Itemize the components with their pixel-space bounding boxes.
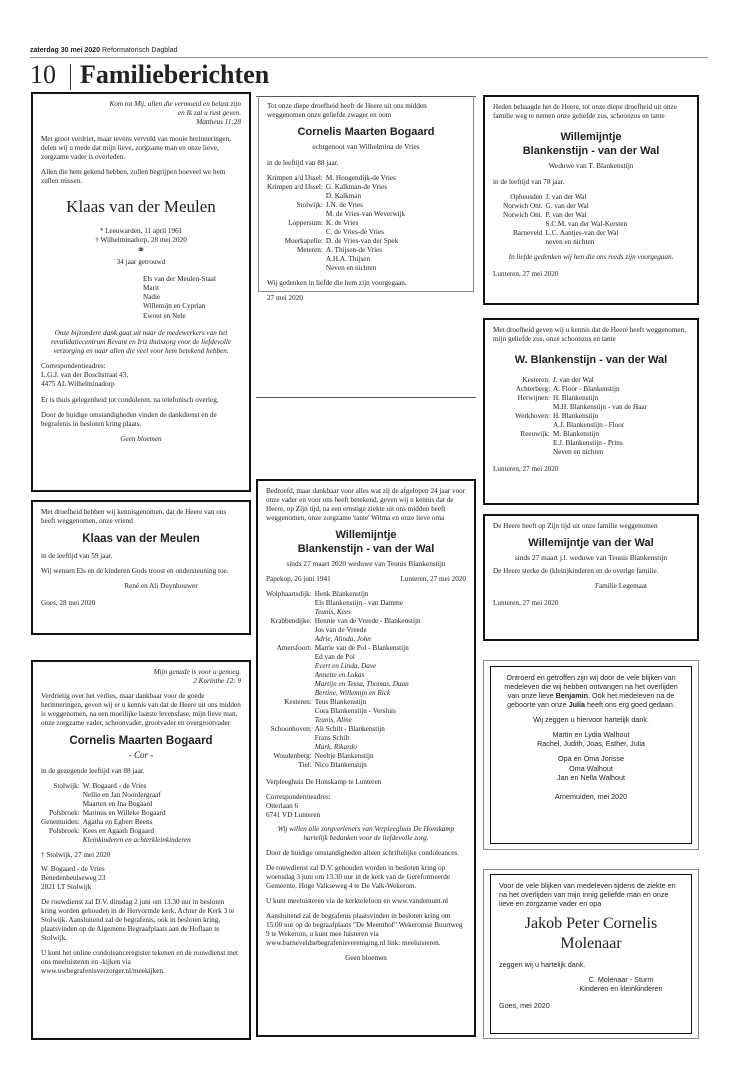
header-divider — [70, 64, 71, 90]
family-names: Bertine, Willemijn en Rick — [314, 688, 391, 697]
family-location — [515, 403, 553, 412]
family-location — [515, 439, 553, 448]
child-name: Julia — [568, 700, 585, 709]
announcement-text: Bedroefd, maar dankbaar voor alles wat zij de afgelopen 24 jaar voor onze vader en voor ons heeft betekend, geven wij u kennis dat de Heere, op Zijn tijd, na een ernstige ziekte uit ons midden heeft weggenomen, onze zorgzame 'tante' Wilma en onze lieve oma — [266, 487, 466, 522]
family-location — [266, 653, 315, 662]
family-member: Marit — [143, 283, 159, 292]
family-row — [41, 809, 191, 818]
family-names: Teunis, Kees — [314, 607, 351, 616]
address-line: 6741 VD Lunteren — [266, 811, 321, 820]
place-date: Arnemuiden, mei 2020 — [554, 792, 628, 802]
family-location — [266, 689, 315, 698]
header-rule — [30, 57, 708, 58]
no-flowers: Geen bloemen — [345, 954, 387, 963]
family-row — [266, 689, 421, 698]
register-text: U kunt het online condoleanceregister tekenen en de rouwdienst met ons meeluisteren en -kijken via www.uwbegrafenisverzorger.nl/meekijken. — [41, 949, 238, 976]
family-row — [266, 590, 421, 599]
deceased-last-name: Blankenstijn - van der Wal — [297, 542, 435, 555]
announcement-text: Verdrietig over het verlies, maar dankbaar voor de goede herinneringen, geven wij er u kennis van dat de Heere uit ons midden is weggenomen, na een moeilijke laatste levensfase, mijn lieve man, onze zorgzame vader, schoonvader, grootvader en overgrootvader — [41, 692, 241, 727]
wedding-rings-icon: ⚭ — [136, 245, 146, 257]
family-location — [266, 716, 315, 725]
family-location: Stolwijk: — [296, 201, 323, 209]
family-location: Loppersum: — [288, 219, 323, 227]
family-row — [41, 818, 191, 827]
place-date: Lunteren, 27 mei 2020 — [493, 464, 559, 473]
family-names: G. van der Wal — [545, 201, 589, 210]
thanks-text: Wij zeggen u hiervoor hartelijk dank. — [533, 715, 649, 724]
obituary-bogaard-inlaws — [258, 96, 474, 302]
family-names: A. Floor - Blankenstijn — [552, 384, 620, 393]
family-table — [503, 193, 627, 247]
family-member: Jan en Nella Walhout — [556, 772, 626, 782]
family-location — [267, 228, 326, 237]
age-text: in de leeftijd van 59 jaar. — [41, 552, 113, 561]
obituary-klaas-friends — [31, 500, 251, 635]
family-row — [266, 734, 421, 743]
correspondence-address — [41, 362, 241, 390]
address-line: Correspondentieadres: — [41, 361, 106, 370]
family-row — [266, 698, 421, 707]
family-row — [41, 827, 191, 836]
birth-place-date: Papekop, 26 juni 1941 — [266, 574, 331, 583]
address-line: W. Bogaard - de Vries — [41, 864, 105, 873]
widow-text: sinds 27 maart j.l. weduwe van Teunis Blankenstijn — [514, 552, 668, 562]
family-names: A. Thijsen-de Vries — [325, 246, 383, 254]
issue-date: zaterdag 30 mei 2020 — [30, 47, 101, 54]
obituary-klaas-van-der-meulen — [31, 92, 251, 492]
family-names: Kleinkinderen en achterkleinkinderen — [82, 835, 191, 844]
deceased-name: Klaas van der Meulen — [82, 533, 200, 545]
funeral-text: Door de huidige omstandigheden vinden de dankdienst en de begrafenis in besloten kring plaats. — [41, 410, 217, 428]
family-names: C. de Vries-de Vries — [325, 228, 384, 236]
place-date: Goes, 28 mei 2020 — [41, 599, 96, 608]
family-names: Teunis, Aline — [314, 715, 352, 724]
family-row — [515, 448, 647, 457]
family-row — [41, 791, 191, 800]
signature: René en Ali Duynhouwer — [124, 582, 198, 591]
thanks-message: Ontroerd en getroffen zijn wij door de vele blijken van medeleven die wij hebben ontvangen na het overlijden van onze lieve Benjamin. Ook het medeleven na de geboorte van onze Julia heeft ons erg goed gedaan. — [504, 673, 678, 709]
service-text: De rouwdienst zal D.V. gehouden worden in besloten kring op woensdag 3 juni om 13.30 uur in de kerk van de Gereformeerde Gemeente, Hoge Valkseweg 4 te De Valk-Wekerom. — [266, 864, 451, 891]
family-location — [267, 264, 326, 273]
family-names: Ali Schilt - Blankenstijn — [314, 724, 385, 733]
family-location — [267, 210, 326, 219]
family-row — [515, 439, 647, 448]
family-location: Krabbendijke: — [270, 616, 312, 625]
family-names: Marrie van de Pol - Blankenstijn — [314, 643, 409, 652]
family-location: Norwich Ont. — [503, 210, 543, 219]
family-row — [41, 800, 191, 809]
family-location — [41, 800, 83, 809]
address-line: Correspondentieadres: — [266, 792, 331, 801]
family-row — [266, 608, 421, 617]
family-names: A.H.A. Thijsen — [325, 255, 371, 263]
family-names: D. Kalkman — [325, 192, 362, 200]
family-location: Krimpen a/d IJssel: — [267, 174, 323, 182]
family-names: Marinus en Willeke Bogaard — [82, 808, 166, 817]
listen-text: U kunt meeluisteren via de kerktelefoon en www.vandemunt.nl — [266, 897, 449, 906]
family-row — [503, 229, 627, 238]
obituary-cornelis-bogaard — [31, 660, 251, 1040]
page-number: 10 — [30, 60, 56, 89]
family-row — [267, 237, 405, 246]
family-names: Henk Blankenstijn — [314, 589, 369, 598]
address-line: L.G.J. van der Boschstraat 43, — [41, 371, 129, 380]
family-names: Cora Blankenstijn - Versluis — [314, 706, 396, 715]
family-row — [515, 421, 647, 430]
family-location: Krimpen a/d IJssel: — [267, 183, 323, 191]
family-location: Moerkapelle: — [284, 237, 323, 245]
thanks-text: Ontroerd en getroffen zijn wij door de vele blijken van medeleven die wij hebben ontvangen na het overlijden van onze lieve — [504, 673, 678, 700]
quote-reference: Mattheus 11:28 — [196, 118, 241, 126]
family-row — [267, 255, 405, 264]
family-row — [266, 635, 421, 644]
family-names: Ed van de Pol — [314, 652, 355, 661]
family-names: Teus Blankenstijn — [314, 697, 367, 706]
bible-quote — [41, 100, 241, 127]
family-names: Adrie, Alinda, John — [314, 634, 371, 643]
family-names: J.N. de Vries — [325, 201, 363, 209]
closing-text: Wij gedenken in liefde die hem zijn voorgegaan. — [267, 279, 407, 287]
obituary-willemijntje-siblings — [483, 95, 699, 305]
family-names: E.J. Blankenstijn - Prins — [552, 438, 623, 447]
family-row — [266, 671, 421, 680]
deceased-first-name: Willemijntje — [560, 131, 622, 143]
family-location: Herwijnen: — [517, 393, 550, 402]
obituary-willemijntje-children — [256, 479, 476, 1037]
circumstances-text: Door de huidige omstandigheden alleen schriftelijke condoleances. — [266, 849, 459, 858]
family-names: M. de Vries-van Weverwijk — [325, 210, 406, 218]
family-row — [266, 653, 421, 662]
signature-line: C. Molenaar - Sturm — [588, 975, 654, 984]
address-line: 4475 AL Wilhelminadorp — [41, 380, 115, 389]
family-location — [515, 448, 553, 457]
family-list — [143, 275, 241, 321]
family-names: Kees en Agaath Bogaard — [82, 826, 154, 835]
family-row — [266, 680, 421, 689]
family-row — [267, 183, 405, 192]
correspondence-address — [266, 793, 466, 821]
signature — [559, 975, 683, 993]
family-member: Els van der Meulen-Staal — [143, 274, 216, 283]
death-place-date: Lunteren, 27 mei 2020 — [400, 574, 466, 583]
family-location: Tiel: — [298, 760, 312, 769]
place-date: Lunteren, 27 mei 2020 — [493, 269, 559, 278]
deceased-first-names: Jakob Peter Cornelis — [524, 915, 658, 932]
family-row — [515, 385, 647, 394]
family-row — [515, 376, 647, 385]
family-row — [503, 238, 627, 247]
service-text: De rouwdienst zal D.V. dinsdag 2 juni om 13.30 uur in besloten kring worden gehouden in de Hervormde kerk, Achter de Kerk 3 te Stolwijk. Aansluitend zal de begrafenis, ook in besloten kring, plaatsvinden op de Algemene Begraafplaats aan de Hoflaan te Stolwijk. — [41, 898, 235, 943]
family-row — [266, 752, 421, 761]
date-text: 27 mei 2020 — [267, 294, 303, 302]
family-location: Genemuiden: — [41, 817, 80, 826]
deceased-name: Willemijntje van der Wal — [528, 537, 654, 549]
family-location: Barneveld — [512, 228, 543, 237]
family-names: J. van der Wal — [545, 192, 587, 201]
quote-line: Mijn genade is voor u genoeg. — [153, 668, 241, 676]
family-location: Werkhoven: — [515, 411, 550, 420]
address-line: Otterlaan 6 — [266, 801, 299, 810]
family-names: Hennie van de Vreede - Blankenstijn — [314, 616, 421, 625]
burial-text: Aansluitend zal de begrafenis plaatsvinden in besloten kring om 15.00 uur op de begraafplaats "De Meenthof" Wekeromse Buurtweg 9 te Wekerom, u kunt mee luisteren via www.barneveldsebegrafenisvereniging.nl link: meeluisteren. — [266, 912, 463, 948]
family-names: Maarten en Ina Bogaard — [82, 799, 153, 808]
family-row — [515, 403, 647, 412]
family-row — [267, 219, 405, 228]
correspondence-address — [41, 865, 241, 893]
announcement-text: De Heere heeft op Zijn tijd uit onze familie weggenomen — [493, 522, 658, 530]
family-row — [266, 761, 421, 770]
family-row — [266, 662, 421, 671]
family-names: Neven en nichten — [552, 447, 604, 456]
address-line: Benedenheulseweg 23 — [41, 873, 106, 882]
family-member: Rachel, Judith, Joas, Esther, Julia — [537, 739, 645, 749]
family-row — [515, 412, 647, 421]
age-text: in de leeftijd van 88 jaar. — [267, 159, 339, 167]
announcement-text: Allen die hem gekend hebben, zullen begrijpen hoeveel we hem zullen missen. — [41, 168, 226, 185]
condolence-text: Er is thuis gelegenheid tot condoleren, na telefonisch overleg. — [41, 395, 219, 404]
family-names: neven en nichten — [545, 237, 595, 246]
family-names: M.H. Blankenstijn - van de Haar — [552, 402, 647, 411]
family-location: Schoonhoven: — [270, 724, 312, 733]
family-names: L.C. Aantjes-van der Wal — [545, 228, 619, 237]
family-location — [266, 599, 315, 608]
deceased-name: Klaas van der Meulen — [66, 197, 216, 216]
family-names: Mark, Rikardo — [314, 742, 357, 751]
family-location — [503, 220, 546, 229]
family-names: Jos van de Vreede — [314, 625, 367, 634]
family-member: Opa en Oma Jorisse — [558, 754, 624, 764]
family-location: Kesteren: — [284, 697, 312, 706]
family-location — [266, 707, 315, 716]
family-row — [267, 174, 405, 183]
family-row — [503, 220, 627, 229]
family-names: Annette en Lukas — [314, 670, 365, 679]
family-member: Oma Walhout — [569, 763, 613, 773]
announcement-text: Tot onze diepe droefheid heeft de Heere uit ons midden weggenomen onze geliefde zwager en oom — [267, 102, 427, 119]
deceased-first-name: Willemijntje — [335, 529, 397, 541]
family-names: H. Blankenstijn — [552, 393, 599, 402]
family-location — [41, 791, 83, 800]
family-row — [267, 210, 405, 219]
family-location — [515, 421, 553, 430]
family-location: Norwich Ont. — [503, 201, 543, 210]
age-text: in de leeftijd van 78 jaar. — [493, 177, 565, 186]
age-text: in de gezegende leeftijd van 88 jaar. — [41, 766, 145, 775]
family-location: Opheusden — [510, 192, 543, 201]
child-name: Benjamin — [555, 691, 588, 700]
section-title: Familieberichten — [80, 60, 270, 89]
family-location — [266, 662, 315, 671]
family-row — [266, 743, 421, 752]
thanks-text: heeft ons erg goed gedaan. — [587, 700, 675, 709]
memory-text: In liefde gedenken wij hen die ons reeds zijn voorgegaan. — [508, 252, 674, 261]
wish-text: Wij wensen Els en de kinderen Gods troost en ondersteuning toe. — [41, 567, 229, 576]
family-names: S.C.M. van der Wal-Kersten — [545, 219, 628, 228]
family-location: Meteren: — [296, 246, 323, 254]
family-location: Amersfoort: — [276, 643, 312, 652]
spouse-text: echtgenoot van Wilhelmina de Vries — [312, 141, 420, 151]
family-row — [266, 725, 421, 734]
family-location: Stolwijk: — [53, 781, 80, 790]
announcement-text: Heden behaagde het de Heere, tot onze diepe droefheid uit onze familie weg te nemen onze geliefde zus, schoonzus en tante — [493, 103, 677, 120]
deceased-last-name: Blankenstijn - van der Wal — [522, 144, 660, 157]
family-location — [266, 671, 315, 680]
family-row — [267, 264, 405, 273]
family-row — [267, 228, 405, 237]
family-names: Agatha en Egbert Beens — [82, 817, 153, 826]
announcement-text: Met groot verdriet, maar tevens vervuld van mooie herinneringen, delen wij u mede dat mijn lieve, zorgzame man en onze lieve, zorgzame vader is overleden. — [41, 135, 232, 161]
no-flowers: Geen bloemen — [120, 434, 162, 443]
deceased-name: Cornelis Maarten Bogaard — [69, 735, 213, 747]
family-row — [515, 430, 647, 439]
family-names: Frans Schilt — [314, 733, 350, 742]
family-row — [266, 626, 421, 635]
deceased-name: Cornelis Maarten Bogaard — [297, 126, 435, 138]
obituary-w-blankenstijn — [483, 318, 699, 505]
family-row — [266, 599, 421, 608]
family-names: P. van der Wal — [545, 210, 587, 219]
family-names: Nico Blankenstijn — [314, 760, 367, 769]
family-row — [266, 716, 421, 725]
deceased-name: W. Blankenstijn - van der Wal — [514, 354, 668, 366]
family-row — [267, 192, 405, 201]
thanks-text: Wij willen alle zorgverleners van Verpleeghuis De Honskamp hartelijk bedanken voor de liefdevolle zorg. — [277, 825, 455, 843]
family-row — [41, 836, 191, 845]
family-names: Neeltje Blankenstijn — [314, 751, 374, 760]
family-names: Martijn en Tessa, Thomas, Daan — [314, 679, 409, 688]
column-rule — [256, 397, 476, 398]
family-list — [499, 730, 683, 782]
marriage-duration: 34 jaar getrouwd — [116, 257, 166, 266]
family-location — [266, 626, 315, 635]
family-location — [266, 680, 315, 689]
widow-text: sinds 27 maart 2020 weduwe van Teunis Blankenstijn — [286, 558, 446, 568]
family-location — [503, 238, 546, 247]
quote-line: Kom tot Mij, allen die vermoeid en belast zijn — [109, 100, 241, 108]
family-names: W. Bogaard - de Vries — [82, 781, 147, 790]
announcement-text: Met droefheid geven wij u kennis dat de Heere heeft weggenomen, mijn geliefde zus, onze schoonzus en tante — [493, 326, 686, 343]
place-dates — [266, 575, 466, 584]
thanks-intro: Voor de vele blijken van medeleven tijdens de ziekte en na het overlijden van mijn innig geliefde man en onze lieve en zorgzame vader en opa — [499, 881, 676, 908]
family-table — [515, 376, 647, 457]
family-names: M. Blankenstijn — [552, 429, 600, 438]
family-location — [267, 255, 326, 264]
family-location — [267, 192, 326, 201]
family-names: H. Blankenstijn — [552, 411, 599, 420]
wish-text: De Heere sterke de (klein)kinderen en de overige familie. — [493, 567, 659, 575]
family-names: Evert en Linda, Dave — [314, 661, 377, 670]
family-location: Woudenberg: — [273, 751, 312, 760]
signature: Familie Legemaat — [594, 582, 648, 590]
family-row — [266, 617, 421, 626]
family-names: M. Hoogendijk-de Vries — [325, 174, 396, 182]
address-line: 2821 LT Stolwijk — [41, 883, 92, 892]
family-row — [503, 193, 627, 202]
announcement-text: Met droefheid hebben wij kennisgenomen, dat de Heere van ons heeft weggenomen, onze vriend — [41, 508, 227, 525]
family-location — [266, 734, 315, 743]
thanks-text: zeggen wij u hartelijk dank. — [499, 960, 586, 969]
family-names: A.J. Blankenstijn - Floor — [552, 420, 625, 429]
family-location: Reeuwijk: — [520, 429, 550, 438]
family-member: Willemijn en Cyprian — [143, 302, 206, 311]
family-member: Ewout en Nele — [143, 311, 186, 320]
family-names: G. Kalkman-de Vries — [325, 183, 388, 191]
quote-line: en Ik zal u rust geven. — [177, 109, 241, 117]
family-row — [41, 782, 191, 791]
family-names: Nellie en Jan Noordergraaf — [82, 790, 161, 799]
family-names: Els Blankenstijn - van Damme — [314, 598, 403, 607]
bible-quote — [41, 668, 241, 686]
family-location — [266, 635, 315, 644]
family-location: Kesteren: — [522, 375, 550, 384]
widow-text: Weduwe van T. Blankenstijn — [548, 160, 634, 170]
masthead-line — [30, 47, 177, 54]
thanks-text: Onze bijzondere dank gaat uit naar de medewerkers van het revalidatiecentrum Revant en Iriz thuiszorg voor de liefdevolle verzorging en naar allen die veel voor hem betekend hebben. — [50, 328, 232, 355]
family-location: Polsbroek: — [48, 826, 80, 835]
nickname: - Cor - — [128, 750, 154, 761]
family-row — [503, 211, 627, 220]
family-row — [503, 202, 627, 211]
family-names: K. de Vries — [325, 219, 359, 227]
place-date: Lunteren, 27 mei 2020 — [493, 599, 559, 607]
thanks-walhout — [490, 666, 692, 844]
thanks-molenaar — [490, 874, 692, 1034]
family-member: Nadie — [143, 293, 161, 302]
family-location: Achterberg: — [515, 384, 550, 393]
birth-date: * Leeuwarden, 11 april 1961 — [99, 227, 183, 236]
family-location — [41, 836, 83, 845]
thanks-text: Ook het medeleven na de geboorte van onze — [507, 691, 675, 709]
quote-reference: 2 Korinthe 12: 9 — [193, 677, 241, 685]
family-row — [267, 201, 405, 210]
family-names: Neven en nichten — [325, 264, 377, 272]
obituary-willemijntje-legemaat — [483, 514, 699, 641]
family-row — [266, 644, 421, 653]
family-row — [515, 394, 647, 403]
family-row — [266, 707, 421, 716]
family-table — [267, 174, 405, 273]
deceased-last-name: Molenaar — [560, 935, 622, 952]
care-home: Verpleeghuis De Honskamp te Lunteren — [266, 777, 382, 786]
paper-name: Reformatorisch Dagblad — [102, 47, 178, 54]
family-table — [41, 782, 191, 845]
family-table — [266, 590, 421, 770]
family-location: Polsbroek: — [48, 808, 80, 817]
family-location: Wolphaartsdijk: — [266, 589, 312, 598]
death-date: † Wilhelminadorp, 28 mei 2020 — [95, 236, 187, 245]
family-names: J. van der Wal — [552, 375, 594, 384]
family-location — [266, 608, 315, 617]
family-member: Martin en Lydia Walhout — [552, 730, 630, 739]
family-row — [267, 246, 405, 255]
place-date: Goes, mei 2020 — [499, 1001, 550, 1011]
signature-line: Kinderen en kleinkinderen — [579, 984, 663, 994]
family-location — [266, 743, 315, 752]
family-names: D. de Vries-van der Spek — [325, 237, 399, 245]
death-place-date: † Stolwijk, 27 mei 2020 — [41, 850, 111, 859]
